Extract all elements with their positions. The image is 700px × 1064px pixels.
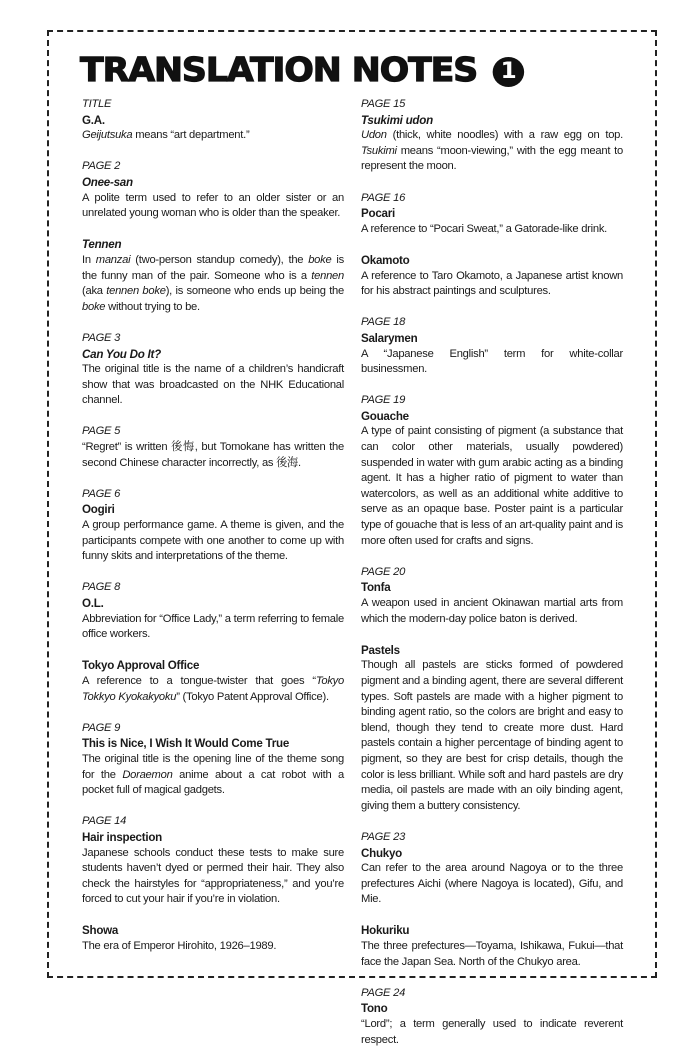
note-term: G.A. [82,113,105,127]
note-text-segment: Abbreviation for “Office Lady,” a term referring to female office workers. [82,612,344,641]
page-label: PAGE 20 [361,565,406,578]
note-term: Tokyo Approval Office [82,659,200,673]
note-text-segment: tennen boke [106,285,166,298]
note-text-segment: Can refer to the area around Nagoya or to the three prefectures Aichi (where Nagoya is located), Gifu, and Mie. [361,862,623,906]
page-label: PAGE 9 [82,721,121,734]
note-term: Pocari [361,207,395,221]
page-label: PAGE 5 [82,425,121,438]
note-term: Can You Do It? [82,347,161,361]
page-label: TITLE [82,98,112,110]
note-term: Gouache [361,409,409,423]
page-label: PAGE 15 [361,98,406,110]
note-entry [361,565,623,627]
page-label: PAGE 23 [361,830,406,843]
note-text-segment: The original title is the name of a children’s handicraft show that was broadcasted on the NHK Educational channel. [82,363,344,407]
note-body [361,128,623,175]
note-text-segment: The era of Emperor Hirohito, 1926–1989. [82,940,277,953]
note-term: Okamoto [361,253,410,267]
note-entry [361,986,623,1048]
note-term: Chukyo [361,846,403,860]
note-body [361,658,623,814]
title-text: TRANSLATION NOTES [80,50,478,89]
note-body [82,674,344,705]
note-entry [361,923,623,970]
note-entry [361,393,623,549]
note-text-segment: A weapon used in ancient Okinawan martial arts from which the modern-day police baton is derived. [361,597,623,625]
note-entry [82,814,344,908]
note-body [82,939,344,955]
note-entry [82,424,344,471]
page-label: PAGE 6 [82,487,121,500]
note-text-segment: boke [308,253,332,266]
note-body [82,440,344,471]
note-entry [82,721,344,799]
note-entry [82,97,344,144]
page-label: PAGE 3 [82,331,121,344]
page-title [80,50,524,89]
page-label: PAGE 19 [361,394,406,407]
note-entry [82,580,344,642]
note-term: O.L. [82,597,104,610]
note-body [361,939,623,970]
note-term: Hokuriku [361,924,410,938]
note-entry [82,331,344,409]
note-text-segment: A “Japanese English” term for white-collar businessmen. [361,347,623,376]
note-text-segment: boke [82,300,106,313]
note-text-segment: is the funny man of the pair. Someone who is a [82,253,344,282]
page-label: PAGE 14 [82,815,127,828]
note-body [361,269,623,300]
note-term: Tennen [82,238,122,252]
note-text-segment: Tsukimi [361,144,397,157]
note-term: Tonfa [361,581,391,595]
note-body [82,128,344,144]
note-text-segment: A reference to a tongue-twister that goes “ [82,674,316,687]
note-term: Salarymen [361,331,418,345]
note-body [82,191,344,222]
note-term: Onee-san [82,175,133,189]
note-body [82,846,344,908]
note-entry [361,253,623,300]
note-text-segment: (aka [82,285,107,298]
note-body [82,362,344,409]
note-term: Tsukimi udon [361,113,433,127]
note-text-segment: “Lord”; a term generally used to indicate reverent respect. [361,1018,623,1046]
note-entry [361,97,623,175]
note-text-segment: Japanese schools conduct these tests to make sure students haven’t dyed or permed their hair. They also check the hairstyles for “appropriateness,” and you’re forced to cut your hair if you’re in violation. [82,846,344,906]
note-text-segment: The original title is the opening line of the theme song for the [82,752,344,781]
note-body [361,424,623,549]
note-body [361,347,623,378]
note-body [82,518,344,565]
right-column [361,97,623,1064]
note-entry [82,159,344,221]
note-term: Hair inspection [82,830,162,844]
note-text-segment: tennen [311,269,344,282]
note-text-segment: In [82,253,96,266]
note-term: Showa [82,924,119,938]
note-text-segment: A type of paint consisting of pigment (a substance that can color other materials, usually powdered) suspended in water with gum arabic acting as a binding agent. It has a higher ratio of pigment to water than watercolors, as well as an additional white additive to serve as an opaque base. Poster paint is a particular type of gouache that is less of an art-quality paint and is more often used for crafts and signs. [361,425,623,547]
note-entry [361,191,623,238]
note-term: Pastels [361,643,400,657]
note-term: Tono [361,1002,388,1016]
left-column [82,97,344,970]
note-text-segment: Though all pastels are sticks formed of powdered pigment and a binding agent, there are several different types. Soft pastels are made with a higher pigment to binding agent ratio, so the colors are bright and easy to blend, though they tend to create more dust. Hard pastels contain a higher percentage of binding agent to pigment, so they are best for crisp details, though the color is less brilliant. While soft and hard pastels are dry media, oil pastels are made with an oily binding agent, giving them a buttery consistency. [361,659,623,812]
page-label: PAGE 16 [361,191,406,204]
note-entry [361,830,623,908]
note-text-segment: ), is someone who ends up being the [165,285,345,298]
note-entry [361,643,623,815]
note-text-segment: “Regret” is written 後悔, but Tomokane has written the second Chinese character incorrectly, as 後海. [82,441,344,469]
note-entry [82,487,344,565]
note-body [82,752,344,799]
note-entry [82,237,344,315]
note-body [361,1017,623,1048]
note-body [82,253,344,315]
page-label: PAGE 2 [82,160,121,173]
note-text-segment: A polite term used to refer to an older sister or an unrelated young woman who is older than the speaker. [82,191,344,220]
note-text-segment: The three prefectures—Toyama, Ishikawa, Fukui—that face the Japan Sea. North of the Chukyo area. [361,940,623,968]
page-label: PAGE 18 [361,316,406,329]
note-text-segment: A group performance game. A theme is given, and the participants compete with one another to come up with funny skits and interpretations of the theme. [82,519,344,563]
page-label: PAGE 8 [82,581,121,594]
note-entry [361,315,623,377]
note-text-segment: Udon [361,129,387,142]
note-text-segment: manzai [95,253,131,266]
note-entry [82,658,344,705]
note-body [361,861,623,908]
note-text-segment: means “art department.” [132,129,250,142]
note-text-segment: A reference to “Pocari Sweat,” a Gatorade-like drink. [361,222,608,235]
note-text-segment: means “moon-viewing,” with the egg meant to represent the moon. [361,144,623,173]
note-text-segment: without trying to be. [105,300,200,313]
note-body [361,222,623,238]
title-number-badge: 1 [492,57,524,87]
note-term: Oogiri [82,503,115,517]
note-text-segment: (two-person standup comedy), the [130,253,309,266]
page-label: PAGE 24 [361,986,406,999]
note-text-segment: Geijutsuka [82,129,133,142]
note-text-segment: anime about a cat robot with a pocket full of magical gadgets. [82,768,344,797]
note-term: This is Nice, I Wish It Would Come True [82,737,290,751]
note-text-segment: Tokyo Tokkyo Kyokakyoku [82,674,344,703]
note-body [82,612,344,643]
note-text-segment: ” (Tokyo Patent Approval Office). [176,690,329,703]
note-text-segment: A reference to Taro Okamoto, a Japanese artist known for his abstract paintings and sculptures. [361,269,623,298]
note-body [361,596,623,627]
note-text-segment: (thick, white noodles) with a raw egg on top. [386,129,623,142]
note-entry [82,923,344,954]
note-text-segment: Doraemon [122,768,173,781]
